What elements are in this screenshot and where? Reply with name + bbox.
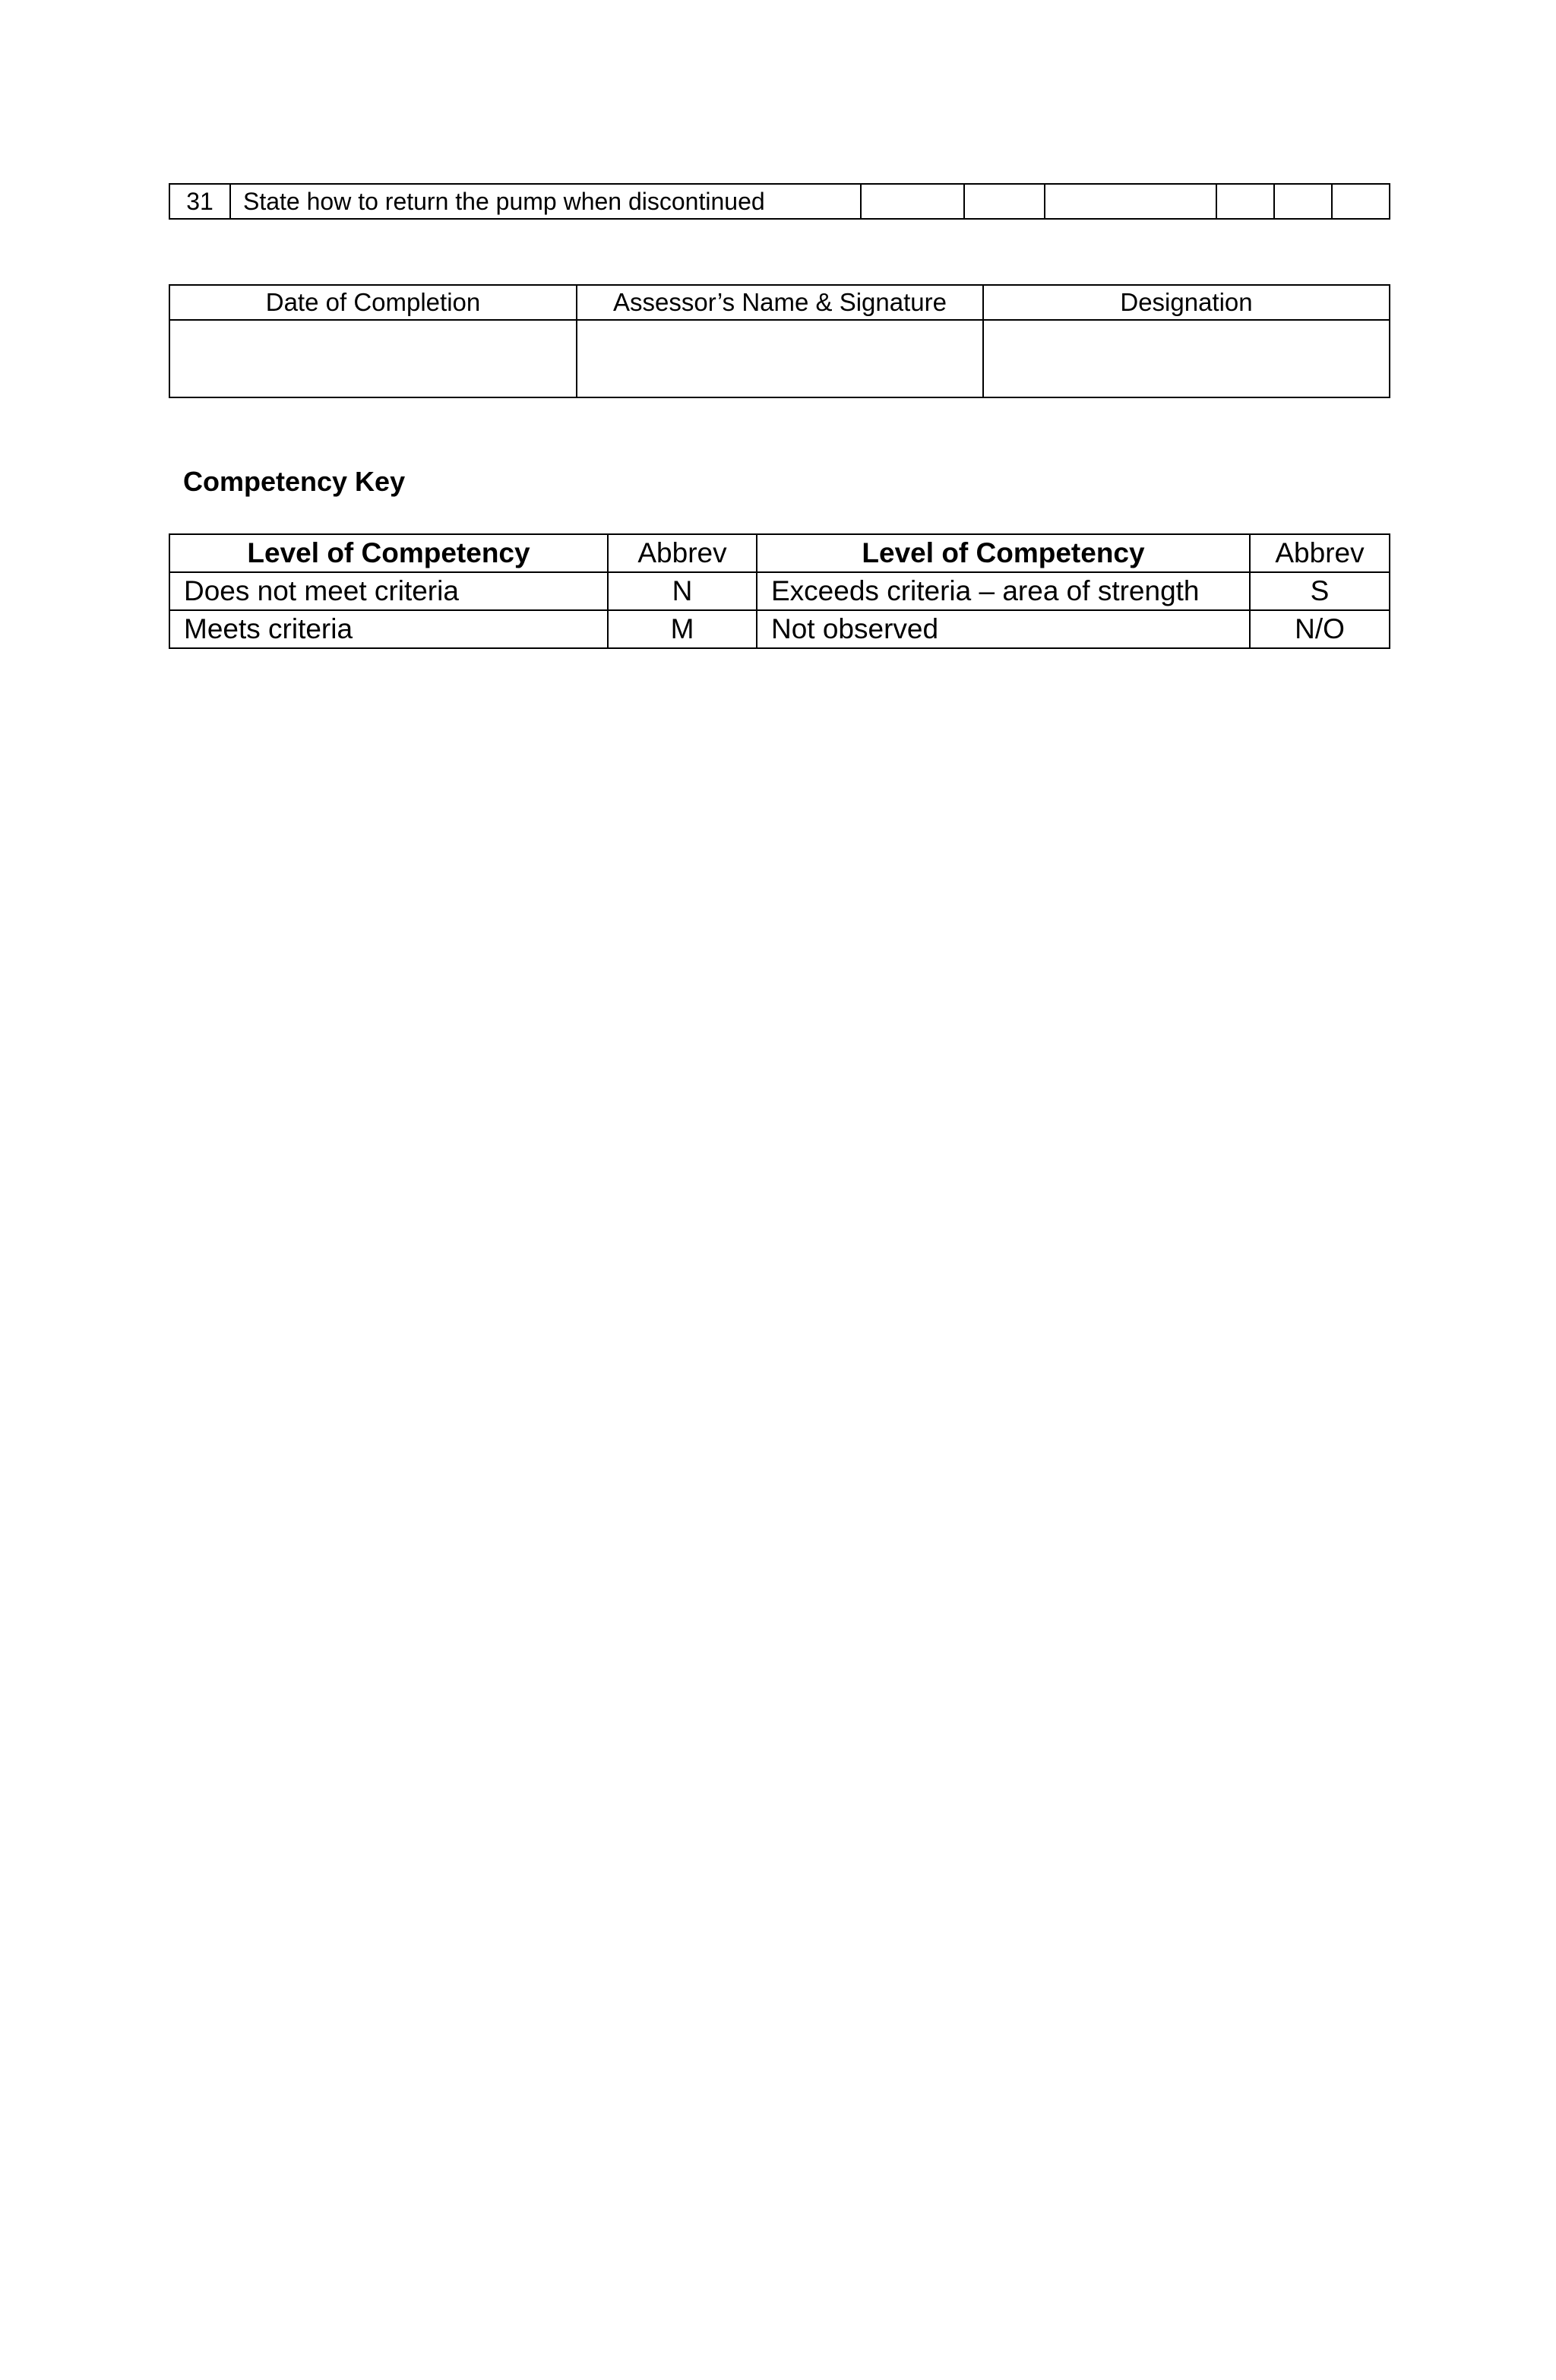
item-description: State how to return the pump when discontinued xyxy=(230,184,861,219)
assessor-signature-header: Assessor’s Name & Signature xyxy=(577,285,983,320)
competency-key-table xyxy=(169,533,1390,649)
assessment-row-table xyxy=(169,183,1390,220)
mark-cell[interactable] xyxy=(1045,184,1216,219)
competency-key-title: Competency Key xyxy=(183,466,406,497)
table-row xyxy=(169,320,1390,397)
abbrev-cell: N xyxy=(608,572,757,610)
mark-cell[interactable] xyxy=(1332,184,1390,219)
level-cell: Meets criteria xyxy=(169,610,608,648)
table-row xyxy=(169,184,1390,219)
table-row xyxy=(169,572,1390,610)
level-cell: Does not meet criteria xyxy=(169,572,608,610)
abbrev-cell: S xyxy=(1250,572,1390,610)
designation-header: Designation xyxy=(983,285,1390,320)
level-cell: Not observed xyxy=(757,610,1250,648)
assessor-signature-field[interactable] xyxy=(577,320,983,397)
table-header-row xyxy=(169,285,1390,320)
level-header: Level of Competency xyxy=(757,534,1250,572)
completion-table xyxy=(169,284,1390,398)
table-row xyxy=(169,610,1390,648)
abbrev-header: Abbrev xyxy=(1250,534,1390,572)
abbrev-header: Abbrev xyxy=(608,534,757,572)
mark-cell[interactable] xyxy=(861,184,964,219)
table-header-row xyxy=(169,534,1390,572)
level-header: Level of Competency xyxy=(169,534,608,572)
level-cell: Exceeds criteria – area of strength xyxy=(757,572,1250,610)
designation-field[interactable] xyxy=(983,320,1390,397)
mark-cell[interactable] xyxy=(964,184,1045,219)
mark-cell[interactable] xyxy=(1274,184,1332,219)
date-of-completion-field[interactable] xyxy=(169,320,577,397)
date-of-completion-header: Date of Completion xyxy=(169,285,577,320)
abbrev-cell: M xyxy=(608,610,757,648)
item-number: 31 xyxy=(169,184,230,219)
abbrev-cell: N/O xyxy=(1250,610,1390,648)
mark-cell[interactable] xyxy=(1216,184,1274,219)
